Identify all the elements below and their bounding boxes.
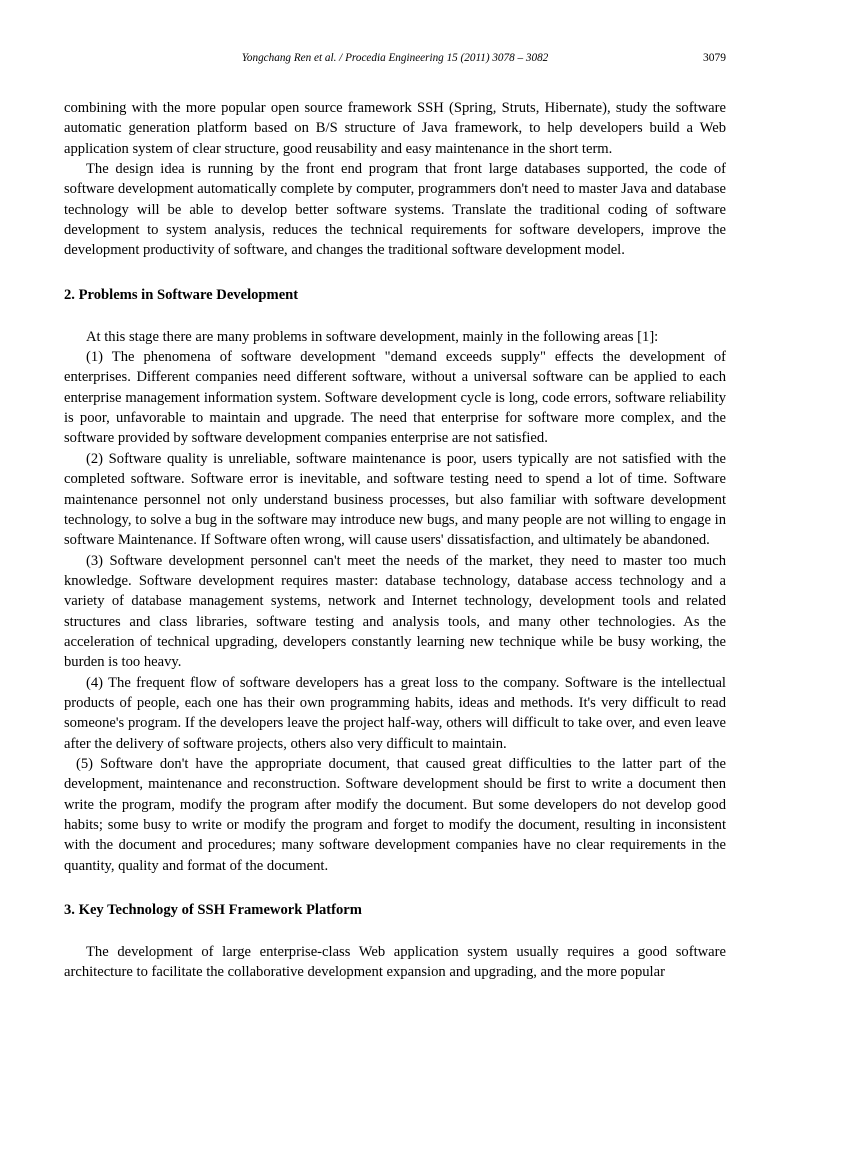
paragraph-key-technology-intro: The development of large enterprise-class Web application system usually requires a good software architecture to facilitate the collaborative development expansion and upgrading, and the more popular (64, 944, 726, 981)
running-head (64, 52, 726, 64)
section-heading-key-technology: 3. Key Technology of SSH Framework Platform (64, 902, 362, 919)
paragraph-problem-4: (4) The frequent flow of software developers has a great loss to the company. Software is the intellectual products of people, each one has their own programming habits, ideas and methods. It's very difficult to read someone's program. If the developers leave the project half-way, others will difficult to take over, and even leave after the delivery of software projects, others also very difficult to maintain. (64, 674, 726, 752)
running-head-citation: Yongchang Ren et al. / Procedia Engineering 15 (2011) 3078 – 3082 (241, 52, 549, 64)
paragraph-problem-1: (1) The phenomena of software development "demand exceeds supply" effects the development of enterprises. Different companies need different software, without a universal software can be applied to each enterprise management information system. Software development cycle is long, code errors, software reliability is poor, unfavorable to maintain and upgrade. The need that enterprise for software more complex, and the software provided by software development companies enterprise are not satisfied. (64, 349, 726, 447)
page-number: 3079 (703, 52, 726, 64)
paragraph-continuation: combining with the more popular open source framework SSH (Spring, Struts, Hibernate), study the software automatic generation platform based on B/S structure of Java framework, to help developers build a Web application system of clear structure, good reusability and easy maintenance in the short term. (64, 100, 726, 157)
paragraph-intro-problems: At this stage there are many problems in software development, mainly in the following areas [1]: (86, 328, 659, 345)
paragraph-problem-5: (5) Software don't have the appropriate document, that caused great difficulties to the latter part of the development, maintenance and reconstruction. Software development should be first to write a document then write the program, modify the program after modify the document. But some developers do not develop good habits; some busy to write or modify the program and forget to modify the document, resulting in inconsistent with the document and procedures; many software development companies have no clear requirements in the quantity, quality and format of the document. (64, 755, 726, 874)
paragraph-problem-3: (3) Software development personnel can't meet the needs of the market, they need to master too much knowledge. Software development requires master: database technology, database access technology and a variety of database management systems, network and Internet technology, development tools and related structures and class libraries, software testing and analysis tools, and many other technologies. As the acceleration of technical upgrading, developers constantly learning new technique while be busy working, the burden is too heavy. (64, 552, 726, 671)
page-content (64, 52, 726, 983)
paragraph-problem-2: (2) Software quality is unreliable, software maintenance is poor, users typically are not satisfied with the completed software. Software error is inevitable, and software testing need to spend a lot of time. Software maintenance personnel not only understand business processes, but also familiar with software development technology, to solve a bug in the software may introduce new bugs, and many people are not willing to engage in software Maintenance. If Software often wrong, will cause users' dissatisfaction, and ultimately be abandoned. (64, 450, 726, 549)
section-heading-problems: 2. Problems in Software Development (64, 286, 299, 303)
paragraph-design-idea: The design idea is running by the front end program that front large databases supported, the code of software development automatically complete by computer, programmers don't need to master Java and database technology will be able to develop better software systems. Translate the traditional coding of software development to system analysis, reduces the technical requirements for software developers, improve the development productivity of software, and changes the traditional software development model. (64, 161, 726, 259)
